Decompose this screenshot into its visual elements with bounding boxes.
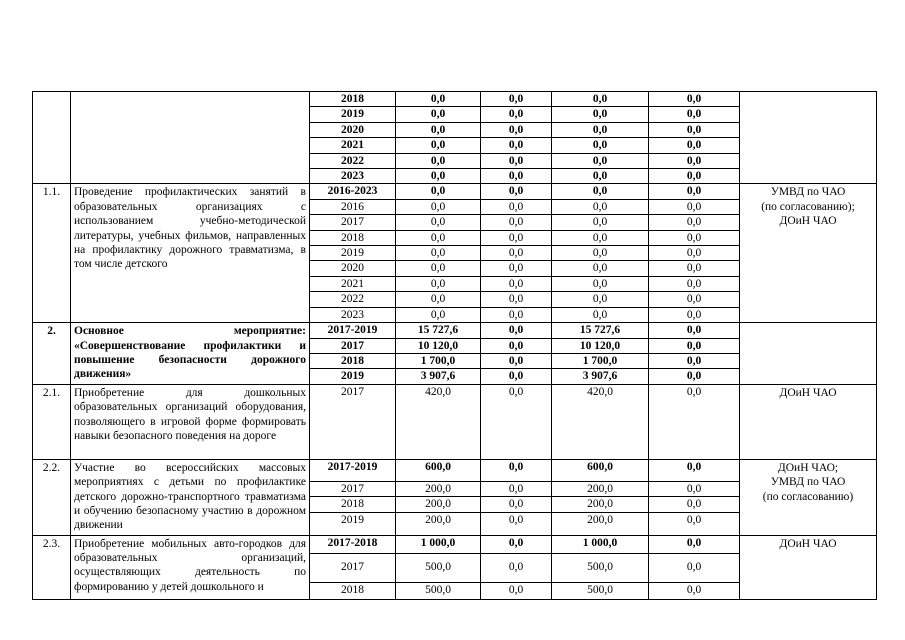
value-cell: 0,0 (552, 199, 649, 214)
value-cell: 0,0 (481, 323, 552, 338)
value-cell: 15 727,6 (396, 323, 481, 338)
responsible-cell (740, 323, 877, 385)
responsible-cell: ДОиН ЧАО (740, 535, 877, 599)
year-cell: 2017-2019 (310, 323, 396, 338)
item-description: Основное мероприятие: «Совершенствование профилактики и повышение безопасности дорожного движения» (71, 323, 310, 385)
value-cell: 0,0 (552, 92, 649, 107)
item-number (33, 92, 71, 184)
year-cell: 2017 (310, 384, 396, 459)
value-cell: 0,0 (481, 553, 552, 582)
value-cell: 0,0 (481, 246, 552, 261)
item-number: 1.1. (33, 184, 71, 323)
value-cell: 0,0 (481, 169, 552, 184)
value-cell: 0,0 (552, 138, 649, 153)
value-cell: 10 120,0 (552, 338, 649, 353)
item-description: Проведение профилактических занятий в образовательных организациях с использованием учебно-методической литературы, учебных фильмов, направленных на профилактику дорожного травматизма, в том числе детского (71, 184, 310, 323)
value-cell: 1 000,0 (552, 535, 649, 553)
responsible-cell: ДОиН ЧАО (740, 384, 877, 459)
value-cell: 0,0 (481, 307, 552, 322)
value-cell: 15 727,6 (552, 323, 649, 338)
year-cell: 2017 (310, 215, 396, 230)
value-cell: 0,0 (481, 481, 552, 496)
value-cell: 0,0 (481, 138, 552, 153)
responsible-cell: УМВД по ЧАО (по согласованию); ДОиН ЧАО (740, 184, 877, 323)
value-cell: 0,0 (649, 215, 740, 230)
year-cell: 2022 (310, 292, 396, 307)
value-cell: 0,0 (552, 107, 649, 122)
year-cell: 2019 (310, 369, 396, 384)
value-cell: 0,0 (481, 122, 552, 137)
value-cell: 0,0 (481, 497, 552, 512)
value-cell: 0,0 (649, 246, 740, 261)
value-cell: 0,0 (396, 246, 481, 261)
value-cell: 0,0 (481, 353, 552, 368)
value-cell: 0,0 (396, 261, 481, 276)
value-cell: 1 700,0 (552, 353, 649, 368)
value-cell: 600,0 (552, 459, 649, 481)
value-cell: 0,0 (649, 323, 740, 338)
value-cell: 420,0 (396, 384, 481, 459)
value-cell: 0,0 (481, 92, 552, 107)
value-cell: 3 907,6 (552, 369, 649, 384)
value-cell: 0,0 (649, 292, 740, 307)
value-cell: 0,0 (649, 582, 740, 599)
year-cell: 2023 (310, 307, 396, 322)
value-cell: 0,0 (396, 276, 481, 291)
value-cell: 200,0 (552, 512, 649, 535)
value-cell: 200,0 (552, 481, 649, 496)
value-cell: 0,0 (649, 512, 740, 535)
value-cell: 0,0 (481, 535, 552, 553)
value-cell: 0,0 (649, 338, 740, 353)
value-cell: 0,0 (396, 107, 481, 122)
value-cell: 0,0 (552, 276, 649, 291)
budget-table (32, 91, 877, 600)
value-cell: 0,0 (649, 199, 740, 214)
value-cell: 0,0 (481, 459, 552, 481)
value-cell: 0,0 (552, 122, 649, 137)
year-cell: 2018 (310, 353, 396, 368)
value-cell: 0,0 (552, 292, 649, 307)
value-cell: 0,0 (481, 292, 552, 307)
value-cell: 0,0 (396, 199, 481, 214)
value-cell: 1 700,0 (396, 353, 481, 368)
value-cell: 0,0 (552, 153, 649, 168)
value-cell: 0,0 (649, 138, 740, 153)
value-cell: 0,0 (649, 92, 740, 107)
value-cell: 0,0 (552, 246, 649, 261)
value-cell: 420,0 (552, 384, 649, 459)
value-cell: 0,0 (481, 261, 552, 276)
value-cell: 0,0 (481, 276, 552, 291)
value-cell: 0,0 (481, 184, 552, 199)
value-cell: 0,0 (552, 261, 649, 276)
year-cell: 2019 (310, 512, 396, 535)
year-cell: 2017 (310, 553, 396, 582)
responsible-cell: ДОиН ЧАО; УМВД по ЧАО (по согласованию) (740, 459, 877, 535)
value-cell: 0,0 (649, 459, 740, 481)
value-cell: 0,0 (649, 481, 740, 496)
value-cell: 0,0 (481, 582, 552, 599)
year-cell: 2023 (310, 169, 396, 184)
value-cell: 0,0 (481, 338, 552, 353)
value-cell: 200,0 (552, 497, 649, 512)
year-cell: 2021 (310, 138, 396, 153)
year-cell: 2017-2018 (310, 535, 396, 553)
value-cell: 0,0 (649, 184, 740, 199)
value-cell: 200,0 (396, 497, 481, 512)
value-cell: 0,0 (649, 553, 740, 582)
year-cell: 2017 (310, 481, 396, 496)
value-cell: 10 120,0 (396, 338, 481, 353)
value-cell: 0,0 (649, 276, 740, 291)
item-number: 2.3. (33, 535, 71, 599)
value-cell: 0,0 (552, 184, 649, 199)
value-cell: 0,0 (649, 497, 740, 512)
table-row (33, 459, 877, 481)
table-row (33, 535, 877, 553)
value-cell: 200,0 (396, 512, 481, 535)
value-cell: 0,0 (481, 199, 552, 214)
value-cell: 0,0 (649, 384, 740, 459)
value-cell: 1 000,0 (396, 535, 481, 553)
value-cell: 200,0 (396, 481, 481, 496)
value-cell: 500,0 (552, 553, 649, 582)
value-cell: 3 907,6 (396, 369, 481, 384)
value-cell: 0,0 (649, 369, 740, 384)
item-number: 2.2. (33, 459, 71, 535)
value-cell: 0,0 (649, 122, 740, 137)
value-cell: 0,0 (396, 122, 481, 137)
year-cell: 2022 (310, 153, 396, 168)
table-row (33, 92, 877, 107)
value-cell: 0,0 (396, 153, 481, 168)
item-description: Участие во всероссийских массовых мероприятиях с детьми по профилактике детского дорожно-транспортного травматизма и обучению безопасному участию в дорожном движении (71, 459, 310, 535)
year-cell: 2016-2023 (310, 184, 396, 199)
value-cell: 500,0 (552, 582, 649, 599)
value-cell: 0,0 (481, 384, 552, 459)
year-cell: 2020 (310, 122, 396, 137)
value-cell: 0,0 (649, 535, 740, 553)
value-cell: 500,0 (396, 582, 481, 599)
value-cell: 0,0 (552, 230, 649, 245)
year-cell: 2021 (310, 276, 396, 291)
value-cell: 0,0 (481, 369, 552, 384)
table-row (33, 184, 877, 199)
year-cell: 2020 (310, 261, 396, 276)
year-cell: 2016 (310, 199, 396, 214)
table-row (33, 323, 877, 338)
value-cell: 500,0 (396, 553, 481, 582)
value-cell: 0,0 (396, 215, 481, 230)
year-cell: 2019 (310, 246, 396, 261)
value-cell: 0,0 (481, 512, 552, 535)
value-cell: 0,0 (649, 230, 740, 245)
year-cell: 2019 (310, 107, 396, 122)
value-cell: 0,0 (481, 107, 552, 122)
table-row (33, 384, 877, 459)
value-cell: 0,0 (396, 292, 481, 307)
year-cell: 2018 (310, 582, 396, 599)
value-cell: 0,0 (649, 153, 740, 168)
value-cell: 0,0 (552, 307, 649, 322)
value-cell: 0,0 (481, 215, 552, 230)
value-cell: 0,0 (552, 215, 649, 230)
value-cell: 0,0 (552, 169, 649, 184)
value-cell: 0,0 (649, 261, 740, 276)
item-number: 2.1. (33, 384, 71, 459)
year-cell: 2017-2019 (310, 459, 396, 481)
value-cell: 0,0 (649, 307, 740, 322)
year-cell: 2018 (310, 92, 396, 107)
value-cell: 0,0 (396, 138, 481, 153)
value-cell: 0,0 (396, 184, 481, 199)
year-cell: 2017 (310, 338, 396, 353)
value-cell: 0,0 (396, 230, 481, 245)
value-cell: 0,0 (396, 92, 481, 107)
value-cell: 600,0 (396, 459, 481, 481)
item-number: 2. (33, 323, 71, 385)
year-cell: 2018 (310, 497, 396, 512)
item-description (71, 92, 310, 184)
item-description: Приобретение мобильных авто-городков для образовательных организаций, осуществляющих деятельность по формированию у детей дошкольного и (71, 535, 310, 599)
value-cell: 0,0 (649, 107, 740, 122)
value-cell: 0,0 (396, 169, 481, 184)
item-description: Приобретение для дошкольных образовательных организаций оборудования, позволяющего в игровой форме формировать навыки безопасного поведения на дороге (71, 384, 310, 459)
value-cell: 0,0 (649, 169, 740, 184)
value-cell: 0,0 (481, 153, 552, 168)
value-cell: 0,0 (481, 230, 552, 245)
responsible-cell (740, 92, 877, 184)
year-cell: 2018 (310, 230, 396, 245)
value-cell: 0,0 (396, 307, 481, 322)
value-cell: 0,0 (649, 353, 740, 368)
